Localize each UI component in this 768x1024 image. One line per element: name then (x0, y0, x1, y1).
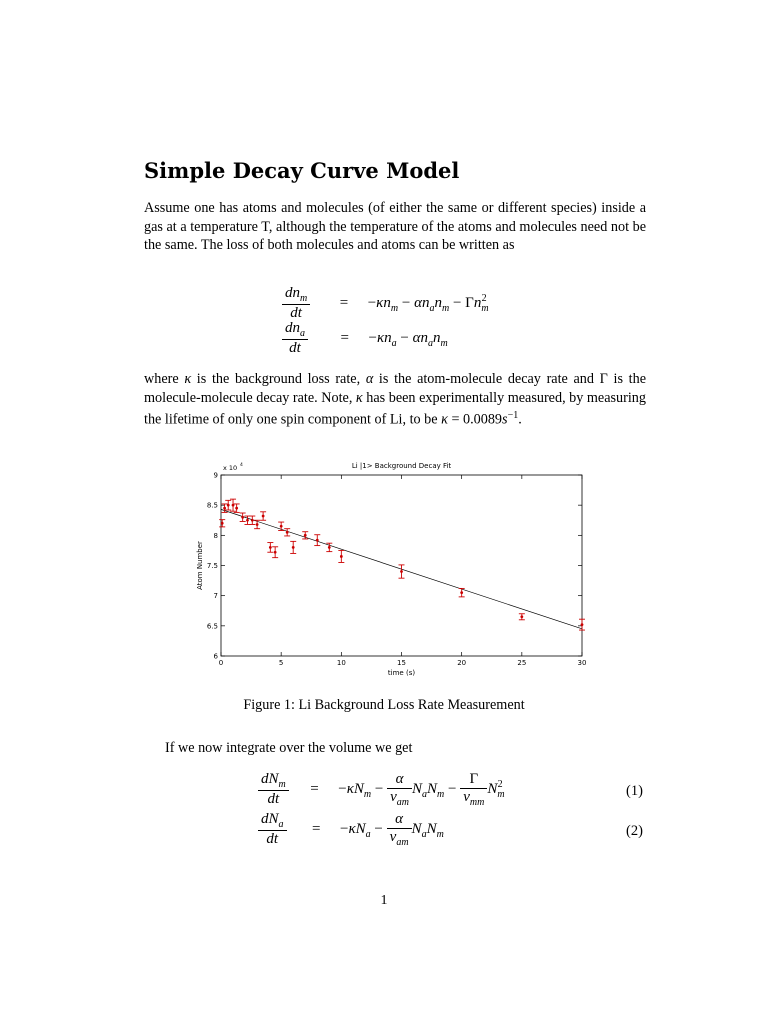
x-axis-label: time (s) (387, 669, 416, 677)
integration-paragraph: If we now integrate over the volume we get (165, 740, 413, 756)
derivative-fraction: $\frac{dN_a}{dt}$ (258, 811, 287, 848)
equation-rhs: $-\kappa N_m$ − $\frac{\alpha}{\nu_{am}}$ $N_aN_m$ − $\frac{\Gamma}{\nu_{mm}}$ $N_m^2$ (338, 771, 505, 808)
equals-sign: = (340, 329, 349, 346)
data-point (221, 522, 224, 525)
data-point (256, 523, 259, 526)
equation-rhs: $-\kappa n_a - \alpha n_an_m$ (368, 329, 448, 349)
y-axis-label: Atom Number (196, 541, 204, 590)
data-point (235, 507, 238, 510)
decay-fit-chart (190, 455, 600, 685)
x-tick-label: 15 (397, 659, 406, 667)
x-tick-label: 20 (457, 659, 467, 667)
derivative-fraction: $\frac{dN_m}{dt}$ (258, 771, 289, 808)
data-point (251, 519, 254, 522)
derivative-fraction: $\frac{dn_a}{dt}$ (282, 320, 308, 357)
y-multiplier-label: x 10 (223, 464, 238, 472)
section-title: Simple Decay Curve Model (144, 158, 460, 183)
y-tick-label: 8 (213, 531, 218, 540)
y-tick-label: 7.5 (206, 562, 218, 570)
data-point (304, 534, 307, 537)
data-point (227, 504, 230, 507)
equation-line (282, 320, 448, 357)
derivative-fraction: $\frac{dn_m}{dt}$ (282, 285, 310, 322)
data-point (262, 515, 265, 518)
equation-number-2: (2) (626, 823, 643, 839)
x-tick-label: 5 (278, 659, 284, 667)
data-point (246, 519, 249, 522)
equation-number-1: (1) (626, 783, 643, 799)
data-point (460, 591, 463, 594)
data-point (269, 546, 272, 549)
y-tick-label: 6.5 (206, 622, 218, 631)
figure-caption: Figure 1: Li Background Loss Rate Measurement (243, 697, 525, 713)
y-tick-label: 7 (213, 592, 218, 601)
x-tick-label: 30 (577, 659, 587, 667)
x-tick-label: 10 (336, 659, 346, 667)
y-tick-label: 6 (213, 652, 218, 661)
intro-paragraph: Assume one has atoms and molecules (of either the same or different species) inside a gas at a temperature T, although the temperature of the atoms and molecules need not be the same. The loss of both molecules and atoms can be written as (144, 200, 646, 254)
data-point (520, 615, 523, 618)
y-tick-label: 9 (213, 471, 218, 480)
data-point (274, 551, 277, 554)
chart-svg (190, 455, 600, 685)
x-tick-label: 25 (517, 659, 527, 667)
equation-line (258, 811, 444, 848)
equation-rhs: $-\kappa N_a$ − $\frac{\alpha}{\nu_{am}}$ $N_aN_m$ (339, 811, 444, 848)
equation-rhs: $-\kappa n_m - \alpha n_an_m - \Gamma n_m^2$ (367, 292, 489, 314)
equation-system-2 (258, 771, 558, 851)
data-point (280, 525, 283, 528)
data-point (241, 516, 244, 519)
data-point (400, 570, 403, 573)
equation-line (282, 285, 487, 322)
data-point (316, 539, 319, 542)
parameter-paragraph: where κ is the background loss rate, α is the atom-molecule decay rate and Γ is the molecule-molecule decay rate. Note, κ has been experimentally measured, by measuring the lifetime of only one spin component of Li, to be $\kappa = 0.0089s^{-1}$. (144, 371, 646, 429)
equals-sign: = (339, 294, 349, 311)
equation-line (258, 771, 503, 808)
data-point (223, 507, 226, 510)
page-number: 1 (380, 893, 388, 908)
data-point (340, 555, 343, 558)
x-tick-label: 0 (218, 659, 224, 667)
y-multiplier-exponent: 4 (240, 463, 243, 468)
data-point (581, 623, 584, 626)
equals-sign: = (312, 820, 321, 837)
equals-sign: = (310, 780, 319, 797)
data-point (292, 546, 295, 549)
data-point (328, 546, 331, 549)
data-point (286, 531, 289, 534)
y-tick-label: 8.5 (206, 501, 218, 510)
chart-title: Li |1> Background Decay Fit (351, 462, 452, 470)
